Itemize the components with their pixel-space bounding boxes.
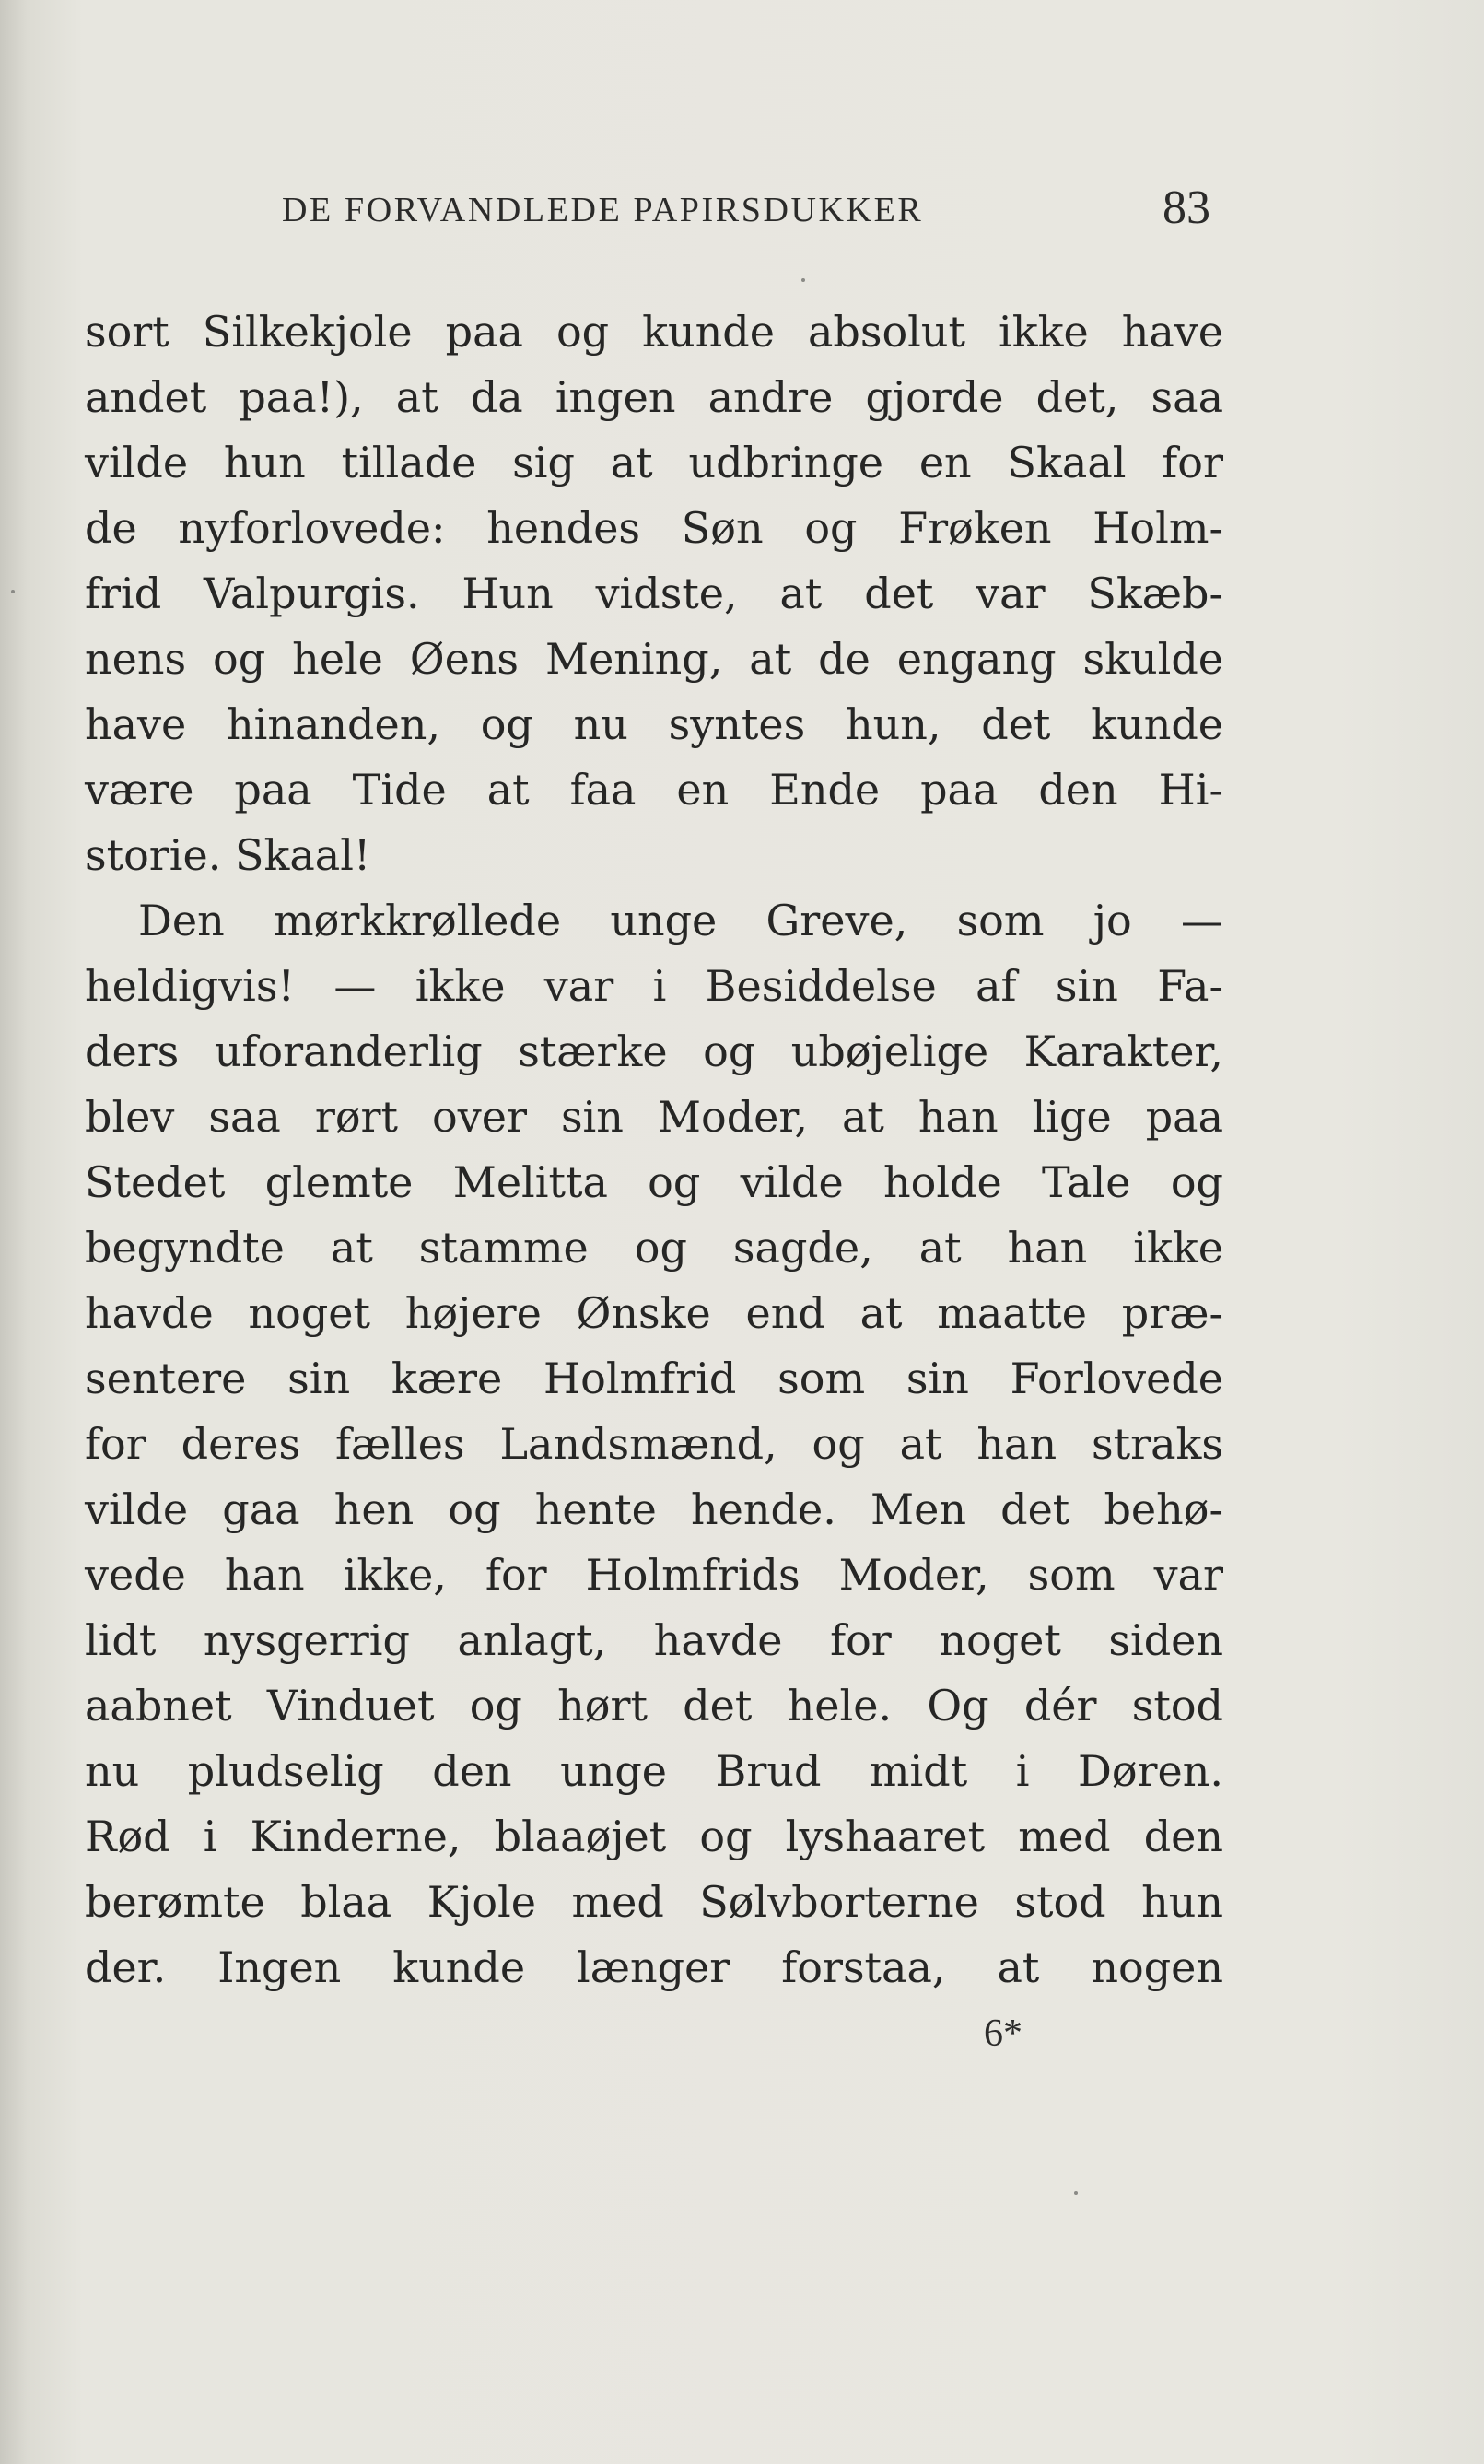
- text-line: have hinanden, og nu syntes hun, det kunde: [85, 699, 1223, 749]
- text-line: Stedet glemte Melitta og vilde holde Tale og: [85, 1157, 1223, 1207]
- text-line: storie. Skaal!: [85, 830, 371, 880]
- paper-speck: [801, 278, 805, 282]
- page-header: [0, 181, 1484, 245]
- text-line: for deres fælles Landsmænd, og at han straks: [85, 1419, 1223, 1469]
- text-line: nu pludselig den unge Brud midt i Døren.: [85, 1746, 1223, 1796]
- signature-mark: 6*: [984, 2012, 1022, 2055]
- text-line: aabnet Vinduet og hørt det hele. Og dér stod: [85, 1681, 1223, 1731]
- text-line: lidt nysgerrig anlagt, havde for noget siden: [85, 1615, 1223, 1665]
- paper-speck: [1074, 2191, 1078, 2195]
- text-line: havde noget højere Ønske end at maatte præ-: [85, 1288, 1223, 1338]
- text-line: heldigvis! — ikke var i Besiddelse af sin Fa-: [85, 961, 1223, 1011]
- text-line: vilde hun tillade sig at udbringe en Skaal for: [85, 438, 1223, 487]
- text-line: Den mørkkrøllede unge Greve, som jo —: [138, 896, 1223, 945]
- text-line: berømte blaa Kjole med Sølvborterne stod hun: [85, 1877, 1223, 1927]
- text-line: andet paa!), at da ingen andre gjorde det, saa: [85, 372, 1223, 422]
- text-line: vede han ikke, for Holmfrids Moder, som var: [85, 1550, 1223, 1600]
- text-line: der. Ingen kunde længer forstaa, at nogen: [85, 1942, 1223, 1992]
- text-line: være paa Tide at faa en Ende paa den Hi-: [85, 765, 1223, 815]
- text-line: begyndte at stamme og sagde, at han ikke: [85, 1223, 1223, 1273]
- body-text: [85, 299, 1223, 2001]
- text-line: ders uforanderlig stærke og ubøjelige Karakter,: [85, 1027, 1223, 1076]
- running-title: DE FORVANDLEDE PAPIRSDUKKER: [282, 191, 924, 229]
- text-line: sentere sin kære Holmfrid som sin Forlovede: [85, 1354, 1223, 1403]
- text-line: de nyforlovede: hendes Søn og Frøken Holm-: [85, 503, 1223, 553]
- page-number: 83: [1163, 182, 1210, 234]
- paper-speck: [11, 590, 15, 593]
- text-line: blev saa rørt over sin Moder, at han lige paa: [85, 1092, 1223, 1142]
- text-line: sort Silkekjole paa og kunde absolut ikke have: [85, 307, 1223, 357]
- text-line: nens og hele Øens Mening, at de engang skulde: [85, 634, 1223, 684]
- text-line: Rød i Kinderne, blaaøjet og lyshaaret med den: [85, 1812, 1223, 1861]
- text-line: vilde gaa hen og hente hende. Men det behø-: [85, 1484, 1223, 1534]
- text-line: frid Valpurgis. Hun vidste, at det var Skæb-: [85, 569, 1223, 618]
